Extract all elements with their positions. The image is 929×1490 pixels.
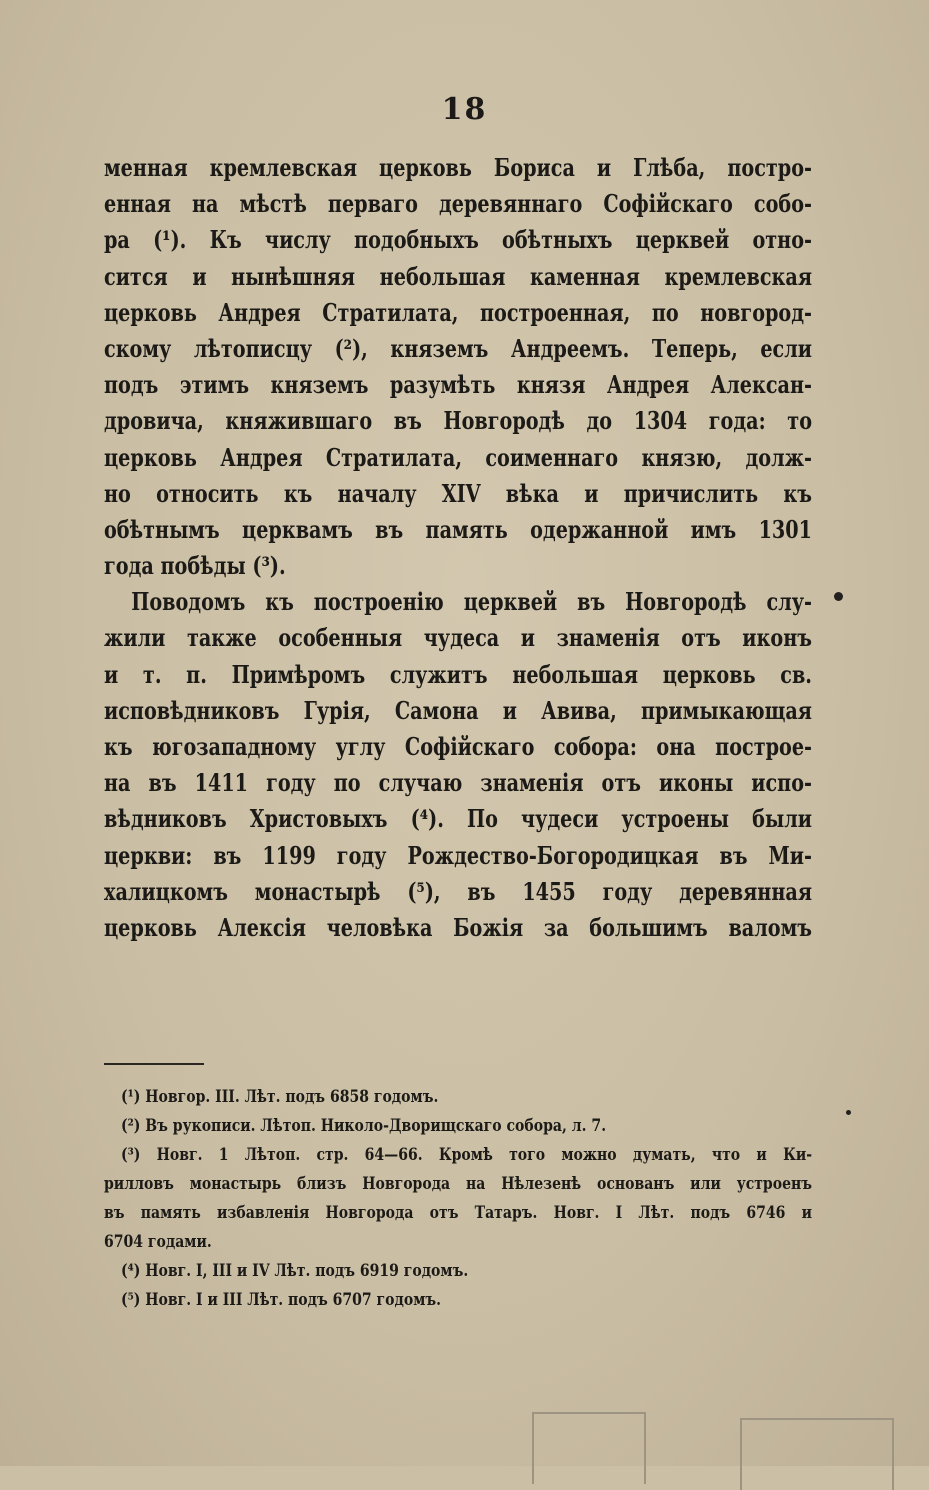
text-line: года побѣды (³). [104, 551, 286, 581]
page-number: 18 [441, 92, 488, 127]
footnote-line: (⁴) Новг. I, III и IV Лѣт. подъ 6919 годомъ. [121, 1261, 469, 1280]
footnote-line: рилловъ монастырь близъ Новгорода на Нѣлезенѣ основанъ или устроенъ [104, 1174, 813, 1193]
ink-spot [834, 592, 843, 601]
text-line: церковь Андрея Стратилата, построенная, по новгород- [104, 297, 812, 327]
text-line: халицкомъ монастырѣ (⁵), въ 1455 году деревянная [104, 876, 812, 906]
footnote-line: 6704 годами. [104, 1232, 212, 1251]
text-line: ра (¹). Къ числу подобныхъ обѣтныхъ церквей отно- [104, 225, 812, 255]
text-line: подъ этимъ княземъ разумѣть князя Андрея Алексан- [104, 370, 812, 400]
footnote-line: (²) Въ рукописи. Лѣтоп. Николо-Дворищскаго собора, л. 7. [121, 1116, 607, 1135]
text-line: на въ 1411 году по случаю знаменія отъ иконы испо- [104, 768, 812, 798]
body-text [104, 150, 812, 946]
text-line: вѣдниковъ Христовыхъ (⁴). По чудеси устроены были [104, 804, 812, 834]
library-stamp [532, 1412, 646, 1484]
text-line: къ югозападному углу Софійскаго собора: она построе- [104, 732, 812, 761]
text-line: дровича, княжившаго въ Новгородѣ до 1304 года: то [104, 406, 812, 436]
footnote-line: (⁵) Новг. I и III Лѣт. подъ 6707 годомъ. [121, 1290, 442, 1309]
ink-spot [846, 1110, 851, 1115]
text-line: жили также особенныя чудеса и знаменія отъ иконъ [104, 623, 812, 653]
footnote-line: (¹) Новгор. III. Лѣт. подъ 6858 годомъ. [121, 1087, 439, 1106]
footnote-divider [104, 1063, 204, 1065]
text-line: сится и нынѣшняя небольшая каменная кремлевская [104, 261, 812, 291]
text-line: менная кремлевская церковь Бориса и Глѣба, постро- [104, 153, 812, 182]
text-line: Поводомъ къ построенію церквей въ Новгородѣ слу- [131, 587, 812, 617]
text-line: и т. п. Примѣромъ служитъ небольшая церковь св. [104, 659, 812, 689]
library-stamp [740, 1418, 894, 1490]
text-line: енная на мѣстѣ перваго деревяннаго Софійскаго собо- [104, 189, 812, 219]
text-line: скому лѣтописцу (²), княземъ Андреемъ. Теперь, если [104, 333, 812, 363]
text-line: обѣтнымъ церквамъ въ память одержанной имъ 1301 [104, 514, 812, 544]
text-line: исповѣдниковъ Гурія, Самона и Авива, примыкающая [104, 695, 812, 725]
text-line: церковь Андрея Стратилата, соименнаго князю, долж- [104, 442, 812, 472]
text-line: церковь Алексія человѣка Божія за большимъ валомъ [104, 912, 812, 942]
footnote-line: въ память избавленія Новгорода отъ Татаръ. Новг. I Лѣт. подъ 6746 и [104, 1203, 813, 1222]
footnotes [104, 1082, 812, 1314]
text-line: церкви: въ 1199 году Рождество-Богородицкая въ Ми- [104, 840, 812, 870]
text-line: но относить къ началу XIV вѣка и причислить къ [104, 478, 812, 508]
footnote-line: (³) Новг. 1 Лѣтоп. стр. 64—66. Кромѣ того можно думать, что и Ки- [121, 1145, 813, 1164]
